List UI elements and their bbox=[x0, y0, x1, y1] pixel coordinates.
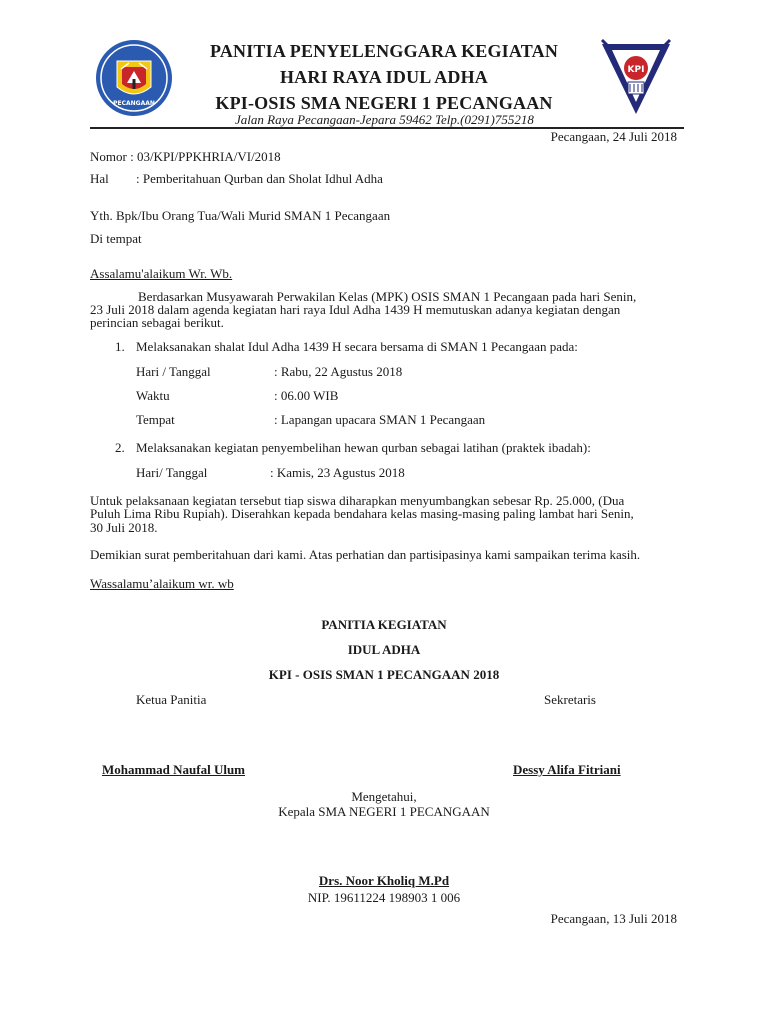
subject-label: Hal bbox=[90, 171, 109, 186]
header-line-2: HARI RAYA IDUL ADHA bbox=[279, 67, 489, 87]
chairman-name: Mohammad Naufal Ulum bbox=[102, 762, 246, 777]
item-1-row-value: : 06.00 WIB bbox=[274, 388, 339, 403]
recipient: Yth. Bpk/Ibu Orang Tua/Wali Murid SMAN 1 Pecangaan bbox=[90, 208, 391, 223]
paragraph-1-line-3: perincian sebagai berikut. bbox=[90, 315, 224, 330]
closing-salutation: Wassalamu’alaikum wr. wb bbox=[90, 576, 234, 591]
chairman-role: Ketua Panitia bbox=[136, 692, 207, 707]
committee-title: PANITIA KEGIATAN bbox=[321, 617, 447, 632]
header-address: Jalan Raya Pecangaan-Jepara 59462 Telp.(0291)755218 bbox=[235, 112, 534, 127]
paragraph-2-line-3: 30 Juli 2018. bbox=[90, 520, 158, 535]
opening-salutation: Assalamu'alaikum Wr. Wb. bbox=[90, 266, 233, 281]
bottom-place-date: Pecangaan, 13 Juli 2018 bbox=[550, 911, 677, 926]
header-line-1: PANITIA PENYELENGGARA KEGIATAN bbox=[209, 41, 559, 61]
secretary-name: Dessy Alifa Fitriani bbox=[513, 762, 621, 777]
place-date: Pecangaan, 24 Juli 2018 bbox=[550, 129, 677, 144]
item-1-row-value: : Lapangan upacara SMAN 1 Pecangaan bbox=[274, 412, 486, 427]
item-1-text: Melaksanakan shalat Idul Adha 1439 H secara bersama di SMAN 1 Pecangaan pada: bbox=[136, 339, 578, 354]
item-2-row-value: : Kamis, 23 Agustus 2018 bbox=[270, 465, 405, 480]
letter-number: Nomor : 03/KPI/PPKHRIA/VI/2018 bbox=[90, 149, 281, 164]
subject-value: : Pemberitahuan Qurban dan Sholat Idhul Adha bbox=[136, 171, 383, 186]
principal-nip: NIP. 19611224 198903 1 006 bbox=[307, 890, 461, 905]
committee-event: IDUL ADHA bbox=[347, 642, 421, 657]
header-line-3: KPI-OSIS SMA NEGERI 1 PECANGAAN bbox=[215, 93, 553, 113]
item-1-row-label: Waktu bbox=[136, 388, 170, 403]
paragraph-1-line-2: 23 Juli 2018 dalam agenda kegiatan hari raya Idul Adha 1439 H memutuskan adanya kegiatan dengan bbox=[90, 302, 621, 317]
principal-name: Drs. Noor Kholiq M.Pd bbox=[318, 873, 450, 888]
logo-caption: PECANGAAN bbox=[113, 100, 155, 107]
item-2-row-label: Hari/ Tanggal bbox=[136, 465, 208, 480]
acknowledged-label: Mengetahui, bbox=[351, 789, 417, 804]
paragraph-3: Demikian surat pemberitahuan dari kami. Atas perhatian dan partisipasinya kami sampaikan terima kasih. bbox=[90, 547, 641, 562]
paragraph-1-line-1: Berdasarkan Musyawarah Perwakilan Kelas (MPK) OSIS SMAN 1 Pecangaan pada hari Senin, bbox=[138, 289, 637, 304]
item-1-row-value: : Rabu, 22 Agustus 2018 bbox=[274, 364, 403, 379]
principal-title: Kepala SMA NEGERI 1 PECANGAAN bbox=[278, 804, 490, 819]
secretary-role: Sekretaris bbox=[544, 692, 596, 707]
item-1-row-label: Tempat bbox=[136, 412, 175, 427]
committee-org: KPI - OSIS SMAN 1 PECANGAAN 2018 bbox=[268, 667, 500, 682]
di-tempat: Di tempat bbox=[90, 231, 142, 246]
paragraph-2-line-2: Puluh Lima Ribu Rupiah). Diserahkan kepada bendahara kelas masing-masing paling lambat hari Senin, bbox=[90, 506, 634, 521]
paragraph-2-line-1: Untuk pelaksanaan kegiatan tersebut tiap siswa diharapkan menyumbangkan sebesar Rp. 25.000, (Dua bbox=[90, 493, 625, 508]
item-2-number: 2. bbox=[115, 440, 125, 455]
item-2-text: Melaksanakan kegiatan penyembelihan hewan qurban sebagai latihan (praktek ibadah): bbox=[136, 440, 591, 455]
item-1-row-label: Hari / Tanggal bbox=[136, 364, 211, 379]
svg-text:KPI: KPI bbox=[627, 65, 645, 75]
item-1-number: 1. bbox=[115, 339, 125, 354]
